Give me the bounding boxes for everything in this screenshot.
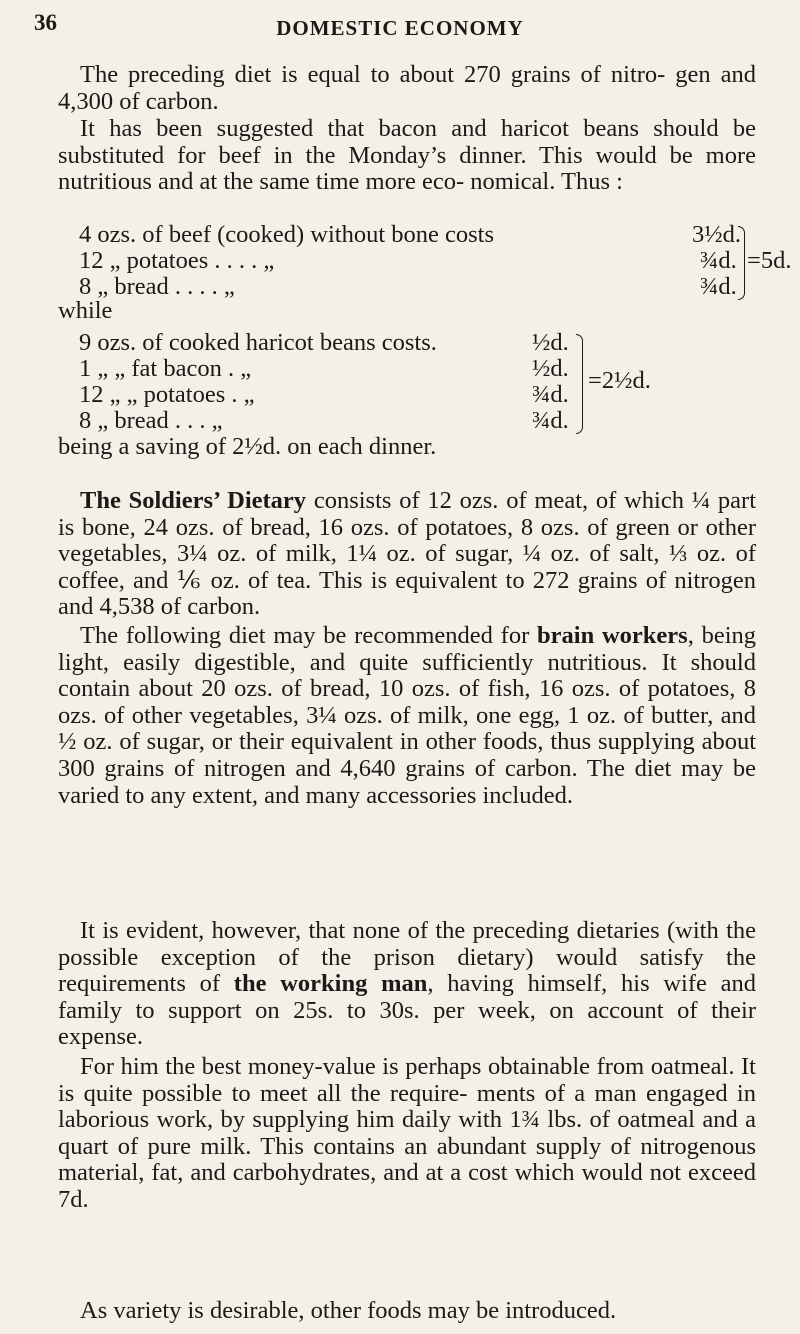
soldiers-text-lead: consists of 12 ozs. of meat, of which ¼ <box>306 487 718 514</box>
table-total: =5d. <box>747 247 792 274</box>
page-number: 36 <box>34 10 57 35</box>
while-label: while <box>58 297 113 324</box>
table-row: 12 „ „ potatoes . „ <box>79 381 255 408</box>
table-row: 8 „ bread . . . . „ <box>79 273 235 300</box>
table-amount: ¾d. <box>532 407 569 434</box>
brain-workers-paragraph <box>58 623 756 809</box>
table-total: =2½d. <box>588 367 651 394</box>
table-row: 4 ozs. of beef (cooked) without bone costs <box>79 221 495 248</box>
soldiers-dietary-paragraph <box>58 488 756 621</box>
table-row: 9 ozs. of cooked haricot beans costs. <box>79 329 437 356</box>
running-head: DOMESTIC ECONOMY <box>276 16 524 40</box>
table-row: 1 „ „ fat bacon . „ <box>79 355 252 382</box>
intro-paragraph-2: It has been suggested that bacon and haricot beans should be substituted for beef in the Monday’s dinner. This would be more nutritious and at the same time more eco- nomical. Thus : <box>58 115 756 196</box>
variety-paragraph: As variety is desirable, other foods may be introduced. <box>80 1297 617 1324</box>
evident-text-a: It is evident, however, that none of the preceding dietaries (with the possible exception of the prison dietary) would satisfy the requirements of <box>58 917 756 998</box>
evident-text-c: , having himself, his wife and family to support on 25s. to 30s. per week, on account of their expense. <box>58 970 756 1051</box>
oatmeal-paragraph: For him the best money-value is perhaps obtainable from oatmeal. It is quite possible to meet all the require- ments of a man engaged in laborious work, by supplying him daily with 1¾ lbs. of oatmeal and a quart of pure milk. This contains an abundant supply of nitrogenous material, fat, and carbohydrates, and at a cost which would not exceed 7d. <box>58 1053 756 1213</box>
saving-line: being a saving of 2½d. on each dinner. <box>58 433 437 460</box>
table-row: 8 „ bread . . . „ <box>79 407 223 434</box>
soldiers-text: part is bone, 24 ozs. of bread, 16 ozs. of potatoes, 8 ozs. of green or other vegetables, 3¼ oz. of milk, 1¼ oz. of sugar, ¼ oz. of salt, ⅓ oz. of coffee, and ⅙ oz. of tea. This is equivalent to 272 grains of nitrogen and 4,538 of carbon. <box>58 487 756 621</box>
table-row: 12 „ potatoes . . . . „ <box>79 247 275 274</box>
brain-workers-heading: brain workers <box>537 622 688 649</box>
soldiers-dietary-heading: The Soldiers’ Dietary <box>80 487 307 514</box>
intro-paragraph-1: The preceding diet is equal to about 270 grains of nitro- gen and 4,300 of carbon. <box>58 61 756 115</box>
brace-icon <box>576 334 583 434</box>
brace-icon <box>738 226 745 300</box>
table-amount: ¾d. <box>532 381 569 408</box>
working-man-heading: the working man <box>233 970 428 998</box>
table-amount: ½d. <box>532 355 569 382</box>
table-amount: ½d. <box>532 329 569 356</box>
working-man-paragraph <box>58 918 756 1051</box>
table-amount: ¾d. <box>700 247 737 274</box>
table-amount: 3½d. <box>692 221 741 248</box>
brain-text-a: The following diet may be recommended for <box>80 622 538 649</box>
brain-text-c: , being light, easily digestible, and quite sufficiently nutritious. It should contain about 20 ozs. of bread, 10 ozs. of fish, 16 ozs. of potatoes, 8 ozs. of other vegetables, 3¼ ozs. of milk, one egg, 1 oz. of butter, and ½ oz. of sugar, or their equivalent in other foods, thus supplying about 300 grains of nitrogen and 4,640 grains of carbon. The diet may be varied to any extent, and many accessories included. <box>58 622 756 809</box>
table-amount: ¾d. <box>700 273 737 300</box>
